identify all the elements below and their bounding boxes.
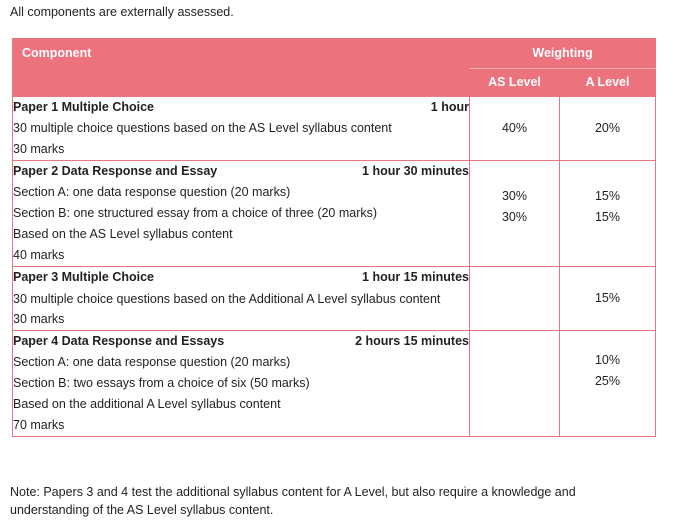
- component-cell: [13, 97, 470, 161]
- paper-marks: 70 marks: [13, 418, 65, 432]
- paper-duration: 2 hours 15 minutes: [355, 334, 469, 348]
- paper-duration: 1 hour: [430, 100, 469, 114]
- paper-detail: Based on the additional A Level syllabus content: [13, 397, 281, 411]
- paper-detail: 30 multiple choice questions based on the AS Level syllabus content: [13, 121, 392, 135]
- as-level-weight-cell: [470, 97, 560, 161]
- table-row: [13, 267, 656, 331]
- paper-marks: 30 marks: [13, 142, 65, 156]
- a-level-weight-cell: [560, 97, 656, 161]
- as-level-weight: 30%: [501, 210, 528, 224]
- as-level-weight-cell: [470, 161, 560, 267]
- a-level-weight-cell: [560, 161, 656, 267]
- header-as-level: AS Level: [470, 68, 560, 97]
- intro-text: All components are externally assessed.: [10, 5, 234, 19]
- as-level-weight-cell: [470, 331, 560, 437]
- as-level-weight: 30%: [501, 189, 528, 203]
- paper-marks: 30 marks: [13, 312, 65, 326]
- paper-title: Paper 2 Data Response and Essay: [13, 164, 218, 178]
- paper-detail: Section B: one structured essay from a choice of three (20 marks): [13, 206, 378, 220]
- component-cell: [13, 161, 470, 267]
- paper-title: Paper 3 Multiple Choice: [13, 270, 155, 284]
- a-level-weight: 20%: [594, 121, 621, 135]
- paper-duration: 1 hour 30 minutes: [362, 164, 469, 178]
- a-level-weight-cell: [560, 267, 656, 331]
- paper-detail: Section A: one data response question (20 marks): [13, 185, 291, 199]
- a-level-weight: 25%: [594, 374, 621, 388]
- paper-title-line: [13, 267, 469, 288]
- paper-duration: 1 hour 15 minutes: [362, 270, 469, 284]
- paper-title-line: [13, 97, 469, 118]
- paper-title: Paper 4 Data Response and Essays: [13, 334, 225, 348]
- component-cell: [13, 331, 470, 437]
- table-row: [13, 161, 656, 267]
- a-level-weight: 15%: [594, 291, 621, 305]
- paper-title: Paper 1 Multiple Choice: [13, 100, 155, 114]
- as-level-weight: 40%: [501, 121, 528, 135]
- component-cell: [13, 267, 470, 331]
- header-weighting: Weighting: [470, 39, 656, 69]
- paper-detail: Section A: one data response question (20 marks): [13, 355, 291, 369]
- paper-detail: Based on the AS Level syllabus content: [13, 227, 233, 241]
- a-level-weight: 15%: [594, 189, 621, 203]
- header-component: Component: [13, 39, 470, 97]
- table-row: [13, 331, 656, 437]
- table-row: [13, 97, 656, 161]
- a-level-weight: 10%: [594, 353, 621, 367]
- a-level-weight: 15%: [594, 210, 621, 224]
- header-row-top: [13, 39, 656, 69]
- paper-detail: 30 multiple choice questions based on the Additional A Level syllabus content: [13, 292, 441, 306]
- a-level-weight-cell: [560, 331, 656, 437]
- footnote: Note: Papers 3 and 4 test the additional syllabus content for A Level, but also require a knowledge and understanding of the AS Level syllabus content.: [10, 485, 576, 517]
- paper-marks: 40 marks: [13, 248, 65, 262]
- paper-title-line: [13, 331, 469, 352]
- assessment-table: [12, 38, 656, 437]
- paper-title-line: [13, 161, 469, 182]
- paper-detail: Section B: two essays from a choice of six (50 marks): [13, 376, 310, 390]
- as-level-weight-cell: [470, 267, 560, 331]
- header-a-level: A Level: [560, 68, 656, 97]
